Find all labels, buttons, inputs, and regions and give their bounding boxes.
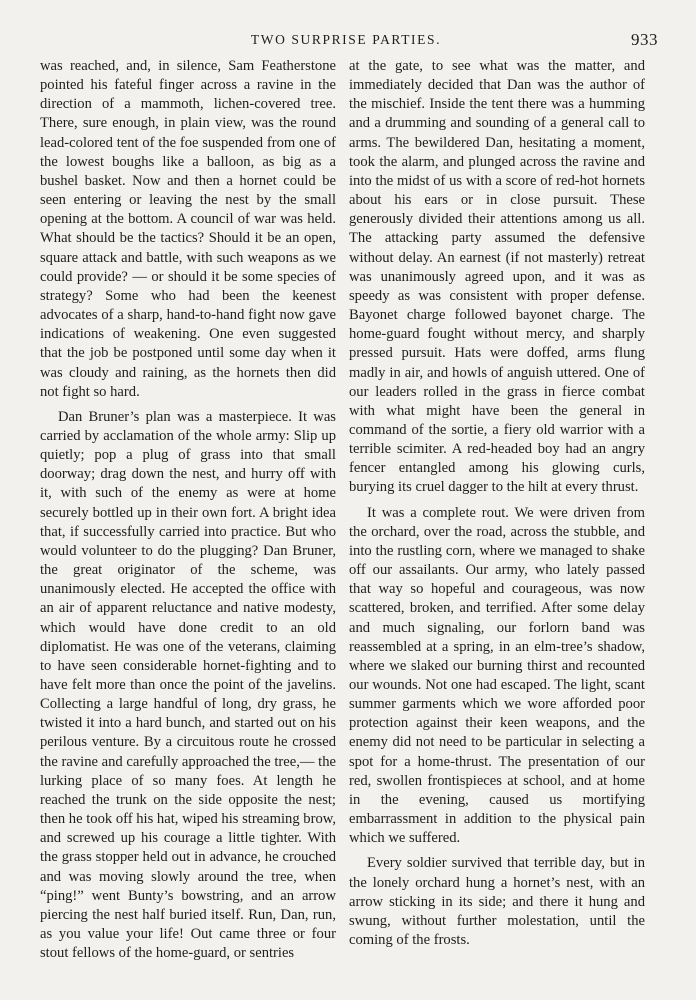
paragraph: It was a complete rout. We were driven from the orchard, over the road, across the stubble, and into the rustling corn, where we managed to shake off our assailants. Our army, who lately passed that way so hopeful and courageous, was now scattered, broken, and terrified. After some delay and much signaling, our forlorn band was reassembled at a spring, in an elm-tree’s shadow, where we slaked our burning thirst and recounted our wounds. Not one had escaped. The light, scant summer garments which we wore afforded poor protection against their keen weapons, and the enemy did not need to be particular in selecting a spot for a home-thrust. The presentation of our red, swollen frontispieces at school, and at home in the evening, caused us mortifying embarrassment in addition to the physical pain which we suffered. xyxy=(349,504,645,847)
paragraph: at the gate, to see what was the matter, and immediately decided that Dan was the author of the mischief. Inside the tent there was a humming and a drumming and sounding of a general call to arms. The bewildered Dan, hesitating a moment, took the alarm, and plunged across the ravine and into the midst of us with a score of red-hot hornets about his ears or in close pursuit. These generously divided their attentions among us all. The attacking party assumed the defensive without delay. An earnest (if not masterly) retreat was unanimously agreed upon, and it was as speedy as was consistent with proper defense. Bayonet charge followed bayonet charge. The home-guard fought without mercy, and sharply pressed pursuit. Hats were doffed, arms flung madly in air, and howls of anguish uttered. One of our leaders rolled in the grass in fierce combat with what might have been the general in command of the sortie, a fiery old warrior with a terrible scimiter. A red-headed boy had an angry fencer entangled among his glowing curls, burying its cruel dagger to the hilt at every thrust. xyxy=(349,58,645,496)
right-column xyxy=(349,57,645,950)
left-column xyxy=(40,57,336,963)
running-head xyxy=(40,30,658,50)
paragraph: Dan Bruner’s plan was a masterpiece. It was carried by acclamation of the whole army: Slip up quietly; pop a plug of grass into that small doorway; drag down the nest, and hurry off with it, with such of the enemy as were at home securely bottled up in their own fort. A bright idea that, if successfully carried into practice. But who would volunteer to do the plugging? Dan Bruner, the great originator of the scheme, was unanimously elected. He accepted the office with an air of apparent reluctance and native modesty, which would have done credit to an old diplomatist. He was one of the veterans, claiming to have seen considerable hornet-fighting and to have felt more than once the point of the javelins. Collecting a large handful of long, dry grass, he twisted it into a hard bunch, and started out on his perilous venture. By a circuitous route he crossed the ravine and carefully approached the tree,— the lurking place of so many foes. At length he reached the trunk on the side opposite the nest; then he took off his hat, wiped his streaming brow, and screwed up his courage a little tighter. With the grass stopper held out in advance, he crouched and was moving slowly around the tree, when “ping!” went Bunty’s bowstring, and an arrow piercing the nest half buried itself. Run, Dan, run, as you value your life! Out came three or four stout fellows of the home-guard, or sentries xyxy=(40,408,336,962)
running-title: TWO SURPRISE PARTIES. xyxy=(250,32,442,47)
paragraph: was reached, and, in silence, Sam Featherstone pointed his fateful finger across a ravine in the direction of a mammoth, lichen-covered tree. There, sure enough, in plain view, was the round lead-colored tent of the foe suspended from one of the lowest boughs like a balloon, as big as a bushel basket. Now and then a hornet could be seen entering or leaving the nest by the small opening at the bottom. A council of war was held. What should be the tactics? Should it be an open, square attack and battle, with such weapons as we could provide? — or should it be some species of strategy? Some who had been the keenest advocates of a sharp, hand-to-hand fight now gave indications of weakening. One even suggested that the job be postponed until some day when it was cloudy and raining, as the hornets then did not fight so hard. xyxy=(40,58,336,400)
text-columns xyxy=(40,57,658,977)
page-number: 933 xyxy=(631,30,658,49)
paragraph: Every soldier survived that terrible day, but in the lonely orchard hung a hornet’s nest, with an arrow sticking in its side; and there it hung and swung, without further molestation, until the coming of the frosts. xyxy=(349,855,645,949)
